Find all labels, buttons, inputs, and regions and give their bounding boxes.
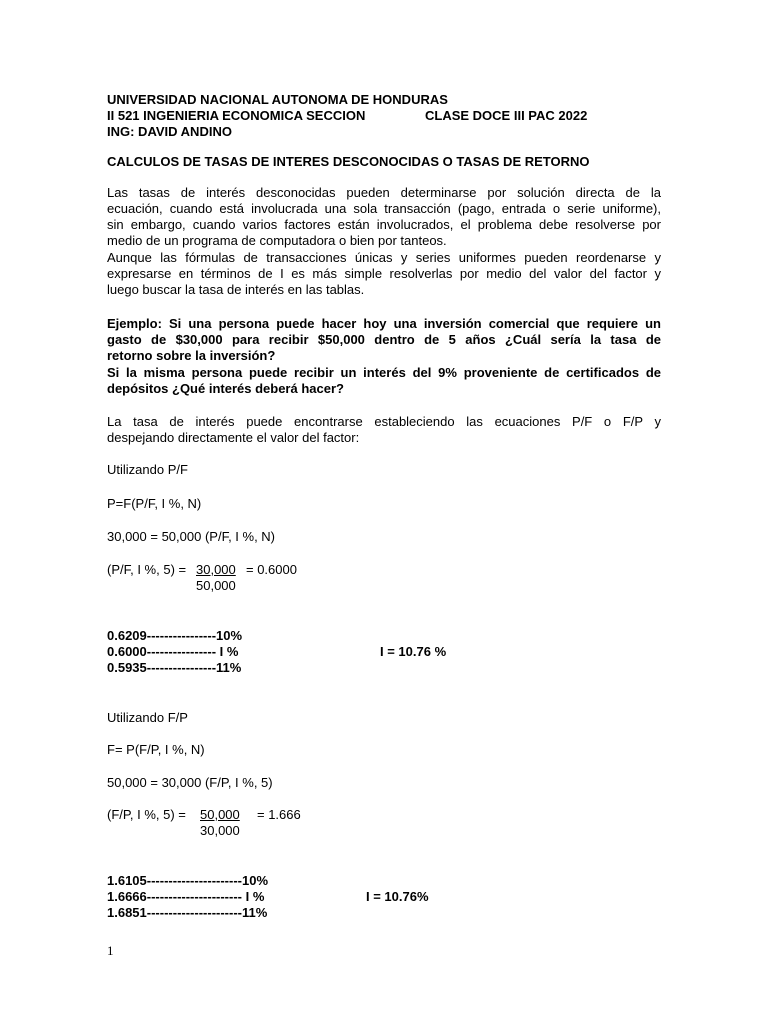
fp-interp-row: 1.6666---------------------- I % — [107, 889, 265, 904]
university-title: UNIVERSIDAD NACIONAL AUTONOMA DE HONDURAS — [107, 92, 448, 107]
fp-numerator: 50,000 — [200, 807, 240, 822]
example-line: gasto de $30,000 para recibir $50,000 dentro de 5 años ¿Cuál sería la tasa de — [107, 332, 661, 347]
pf-substitution: 30,000 = 50,000 (P/F, I %, N) — [107, 529, 276, 544]
method-line: despejando directamente el valor del factor: — [107, 430, 360, 445]
fp-result: I = 10.76% — [366, 889, 429, 904]
paragraph-line: luego buscar la tasa de interés en las tablas. — [107, 282, 365, 297]
pf-denominator: 50,000 — [196, 578, 236, 593]
pf-formula: P=F(P/F, I %, N) — [107, 496, 202, 511]
paragraph-line: Las tasas de interés desconocidas pueden determinarse por solución directa de la — [107, 185, 661, 200]
paragraph-line: medio de un programa de computadora o bien por tanteos. — [107, 233, 447, 248]
pf-interp-row: 0.5935----------------11% — [107, 660, 242, 675]
section-title: CALCULOS DE TASAS DE INTERES DESCONOCIDAS O TASAS DE RETORNO — [107, 154, 590, 169]
paragraph-line: ecuación, cuando está involucrada una sola transacción (pago, entrada o serie uniforme), — [107, 201, 661, 216]
instructor-line: ING: DAVID ANDINO — [107, 124, 232, 139]
example-line: Si la misma persona puede recibir un interés del 9% proveniente de certificados de — [107, 365, 661, 380]
pf-factor-left: (P/F, I %, 5) = — [107, 562, 187, 577]
paragraph-line: expresarse en términos de I es más simple resolverlas por medio del valor del factor y — [107, 266, 661, 281]
example-line: retorno sobre la inversión? — [107, 348, 276, 363]
fp-interp-row: 1.6105----------------------10% — [107, 873, 269, 888]
fp-formula: F= P(F/P, I %, N) — [107, 742, 205, 757]
fp-interp-row: 1.6851----------------------11% — [107, 905, 268, 920]
fp-denominator: 30,000 — [200, 823, 240, 838]
fp-substitution: 50,000 = 30,000 (F/P, I %, 5) — [107, 775, 273, 790]
page-number: 1 — [107, 943, 114, 958]
pf-heading: Utilizando P/F — [107, 462, 188, 477]
example-line: Ejemplo: Si una persona puede hacer hoy una inversión comercial que requiere un — [107, 316, 661, 331]
course-line: II 521 INGENIERIA ECONOMICA SECCION — [107, 108, 366, 123]
pf-interp-row: 0.6000---------------- I % — [107, 644, 239, 659]
method-line: La tasa de interés puede encontrarse estableciendo las ecuaciones P/F o F/P y — [107, 414, 661, 429]
example-line: depósitos ¿Qué interés deberá hacer? — [107, 381, 344, 396]
pf-result: I = 10.76 % — [380, 644, 447, 659]
paragraph-line: Aunque las fórmulas de transacciones únicas y series uniformes pueden reordenarse y — [107, 250, 661, 265]
pf-interp-row: 0.6209----------------10% — [107, 628, 243, 643]
pf-factor-result: = 0.6000 — [246, 562, 297, 577]
pf-numerator: 30,000 — [196, 562, 236, 577]
fp-heading: Utilizando F/P — [107, 710, 188, 725]
fp-factor-result: = 1.666 — [257, 807, 301, 822]
class-label: CLASE DOCE III PAC 2022 — [425, 108, 588, 123]
fp-factor-left: (F/P, I %, 5) = — [107, 807, 186, 822]
paragraph-line: sin embargo, cuando varios factores están involucrados, el problema debe resolverse por — [107, 217, 661, 232]
